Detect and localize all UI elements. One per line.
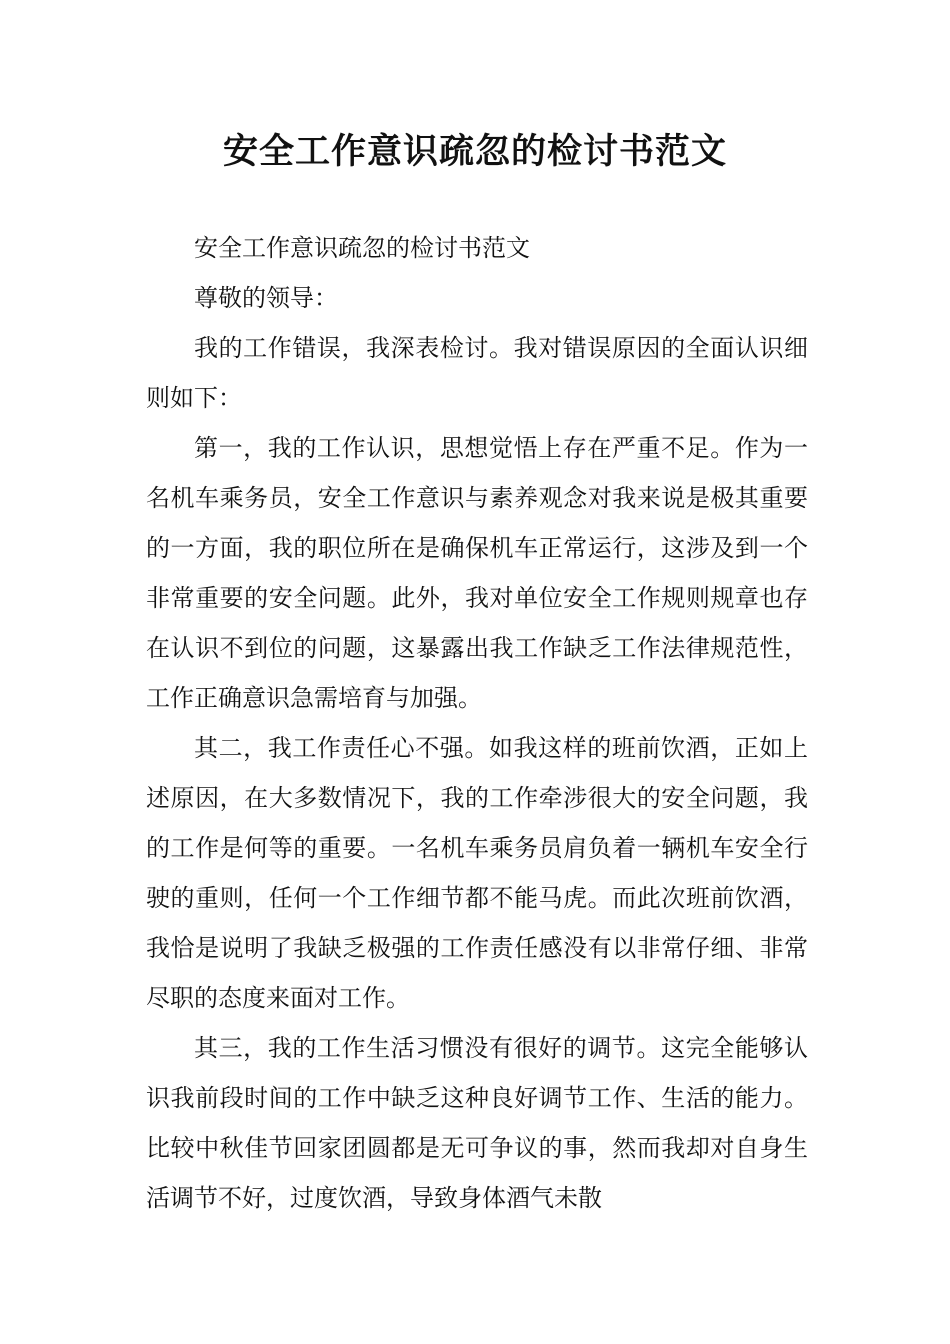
document-body: [146, 223, 808, 1223]
paragraph-first-point: 第一，我的工作认识，思想觉悟上存在严重不足。作为一名机车乘务员，安全工作意识与素养观念对我来说是极其重要的一方面，我的职位所在是确保机车正常运行，这涉及到一个非常重要的安全问题。此外，我对单位安全工作规则规章也存在认识不到位的问题，这暴露出我工作缺乏工作法律规范性，工作正确意识急需培育与加强。: [146, 434, 808, 712]
document-title: 安全工作意识疏忽的检讨书范文: [222, 132, 727, 172]
paragraph-heading: 安全工作意识疏忽的检讨书范文: [194, 234, 530, 262]
paragraph-third-point: 其三，我的工作生活习惯没有很好的调节。这完全能够认识我前段时间的工作中缺乏这种良好调节工作、生活的能力。比较中秋佳节回家团圆都是无可争议的事，然而我却对自身生活调节不好，过度饮酒，导致身体酒气未散: [146, 1034, 808, 1212]
paragraph-salutation: 尊敬的领导：: [194, 284, 338, 312]
paragraph-intro: 我的工作错误，我深表检讨。我对错误原因的全面认识细则如下：: [146, 334, 808, 412]
paragraph-second-point: 其二，我工作责任心不强。如我这样的班前饮酒，正如上述原因，在大多数情况下，我的工作牵涉很大的安全问题，我的工作是何等的重要。一名机车乘务员肩负着一辆机车安全行驶的重则，任何一个工作细节都不能马虎。而此次班前饮酒，我恰是说明了我缺乏极强的工作责任感没有以非常仔细、非常尽职的态度来面对工作。: [146, 734, 808, 1012]
